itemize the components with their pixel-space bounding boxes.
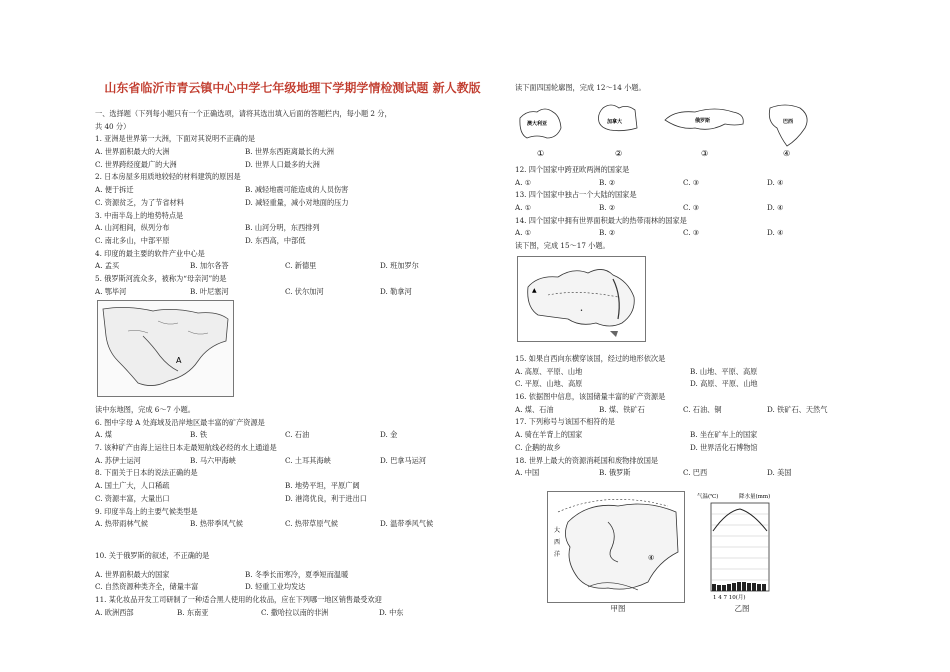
q2-opt-b: B. 减轻地震可能造成的人员伤害 bbox=[245, 185, 349, 195]
q18-opt-b: B. 俄罗斯 bbox=[599, 468, 631, 478]
question-14: 14. 四个国家中拥有世界面积最大的热带雨林的国家是 bbox=[515, 215, 687, 225]
q16-opt-c: C. 石油、铜 bbox=[683, 404, 722, 414]
q13-opt-d: D. ④ bbox=[767, 203, 784, 213]
question-11: 11. 某化妆品开发工司研制了一种适合黑人使用的化妆品，应在下列哪一地区销售最受欢迎 bbox=[95, 594, 382, 604]
q17-opt-a: A. 骑在羊背上的国家 bbox=[515, 430, 583, 440]
q13-opt-b: B. ② bbox=[599, 203, 616, 213]
q10-opt-b: B. 冬季长而寒冷，夏季短而温暖 bbox=[245, 569, 349, 579]
q7-opt-c: C. 土耳其海峡 bbox=[285, 455, 331, 465]
q12-opt-c: C. ③ bbox=[683, 177, 700, 187]
q5-opt-c: C. 伏尔加河 bbox=[285, 286, 324, 296]
q15-opt-b: B. 山地、平原、高原 bbox=[690, 366, 758, 376]
question-8: 8. 下面关于日本的说法正确的是 bbox=[95, 468, 198, 478]
outline-num-3: ③ bbox=[701, 149, 709, 158]
outline-num-2: ② bbox=[615, 149, 623, 158]
q4-opt-b: B. 加尔各答 bbox=[190, 261, 229, 271]
climate-chart-drawing bbox=[697, 491, 782, 601]
q9-opt-d: D. 温带季风气候 bbox=[380, 519, 434, 529]
q18-opt-d: D. 美国 bbox=[767, 468, 792, 478]
q6-opt-b: B. 铁 bbox=[190, 430, 208, 440]
q13-opt-a: A. ① bbox=[515, 203, 532, 213]
q2-opt-d: D. 减轻重量，减小对地面的压力 bbox=[245, 197, 349, 207]
q11-opt-c: C. 撒哈拉以南的非洲 bbox=[261, 607, 329, 617]
q13-opt-c: C. ③ bbox=[683, 203, 700, 213]
europe-map bbox=[547, 491, 685, 603]
q2-opt-c: C. 资源贫乏，为了节省材料 bbox=[95, 197, 184, 207]
australia-map bbox=[517, 256, 646, 342]
country-outlines bbox=[515, 98, 815, 160]
section-intro-2: 共 40 分） bbox=[95, 121, 131, 131]
question-17: 17. 下列称号与该国不相符的是 bbox=[515, 417, 615, 427]
question-3: 3. 中南半岛上的地势特点是 bbox=[95, 210, 184, 220]
q5-opt-b: B. 叶尼塞河 bbox=[190, 286, 229, 296]
q7-opt-d: D. 巴拿马运河 bbox=[380, 455, 427, 465]
europe-side-mark-2: 西 bbox=[554, 539, 561, 546]
q6-opt-d: D. 金 bbox=[380, 430, 398, 440]
question-4: 4. 印度的最主要的软件产业中心是 bbox=[95, 248, 205, 258]
q9-opt-c: C. 热带草原气候 bbox=[285, 519, 338, 529]
climate-axis-right-label: 降水量(mm) bbox=[739, 494, 771, 500]
question-2: 2. 日本房屋多用质地较轻的材料建筑的原因是 bbox=[95, 172, 241, 182]
climate-chart bbox=[697, 491, 782, 601]
section-intro-1: 一、选择题（下列每小题只有一个正确选项，请将其选出填入后面的答题栏内，每小题 2 分， bbox=[95, 109, 392, 118]
middle-east-map bbox=[97, 300, 234, 397]
question-9: 9. 印度半岛上的主要气候类型是 bbox=[95, 506, 198, 516]
right-column-top bbox=[515, 82, 646, 95]
q1-opt-d: D. 世界人口最多的大洲 bbox=[245, 159, 320, 169]
question-1: 1. 亚洲是世界第一大洲，下面对其说明不正确的是 bbox=[95, 134, 256, 144]
q14-opt-b: B. ② bbox=[599, 228, 616, 238]
q16-opt-d: D. 铁矿石、天然气 bbox=[767, 404, 828, 414]
q7-opt-b: B. 马六甲海峡 bbox=[190, 455, 236, 465]
q8-opt-d: D. 港湾优良，利于进出口 bbox=[285, 493, 367, 503]
q5-opt-a: A. 鄂毕河 bbox=[95, 286, 127, 296]
europe-map-drawing bbox=[548, 492, 684, 602]
question-7: 7. 该种矿产由海上运往日本走最短航线必经的水上通道是 bbox=[95, 443, 277, 453]
europe-side-mark-3: 洋 bbox=[554, 551, 561, 558]
q8-opt-a: A. 国土广大，人口稀疏 bbox=[95, 481, 170, 491]
question-6: 6. 图中字母 A 处海域及沿岸地区最丰富的矿产资源是 bbox=[95, 417, 265, 427]
q16-opt-b: B. 煤、铁矿石 bbox=[599, 404, 645, 414]
q14-opt-a: A. ① bbox=[515, 228, 532, 238]
q14-opt-d: D. ④ bbox=[767, 228, 784, 238]
q18-opt-a: A. 中国 bbox=[515, 468, 540, 478]
q8-opt-b: B. 地势平坦，平原广阔 bbox=[285, 481, 360, 491]
question-13: 13. 四个国家中独占一个大陆的国家是 bbox=[515, 190, 637, 200]
read-australia: 读下图，完成 15～17 小题。 bbox=[515, 241, 610, 251]
q6-opt-c: C. 石油 bbox=[285, 430, 310, 440]
europe-side-mark-1: 大 bbox=[554, 527, 561, 534]
q15-opt-a: A. 高原、平原、山地 bbox=[515, 366, 583, 376]
q18-opt-c: C. 巴西 bbox=[683, 468, 708, 478]
q11-opt-d: D. 中东 bbox=[379, 607, 404, 617]
q10-opt-a: A. 世界面积最大的国家 bbox=[95, 569, 170, 579]
au-triangle-mark: ▲ bbox=[532, 287, 537, 294]
right-column-lower bbox=[515, 353, 865, 480]
europe-circle-4: ④ bbox=[648, 554, 655, 562]
q17-opt-d: D. 世界活化石博物馆 bbox=[690, 442, 758, 452]
label-australia: 澳大利亚 bbox=[527, 121, 548, 127]
q16-opt-a: A. 煤、石油 bbox=[515, 404, 554, 414]
q15-opt-c: C. 平原、山地、高原 bbox=[515, 379, 583, 389]
q6-opt-a: A. 煤 bbox=[95, 430, 112, 440]
q8-opt-c: C. 资源丰富，大量出口 bbox=[95, 493, 170, 503]
q10-opt-c: C. 自然资源种类齐全，储量丰富 bbox=[95, 582, 199, 592]
au-dot-mark: • bbox=[580, 308, 583, 314]
q3-opt-c: C. 南北多山，中部平原 bbox=[95, 235, 170, 245]
question-5: 5. 俄罗斯河流众多，被称为“母亲河”的是 bbox=[95, 273, 227, 283]
outline-num-4: ④ bbox=[783, 149, 791, 158]
q17-opt-b: B. 坐在矿车上的国家 bbox=[690, 430, 758, 440]
climate-axis-left-label: 气温(℃) bbox=[697, 494, 719, 500]
q17-opt-c: C. 企鹅的故乡 bbox=[515, 442, 561, 452]
q9-opt-a: A. 热带雨林气候 bbox=[95, 519, 148, 529]
q1-opt-b: B. 世界东西距离最长的大洲 bbox=[245, 147, 334, 157]
q12-opt-a: A. ① bbox=[515, 177, 532, 187]
q11-opt-b: B. 东南亚 bbox=[177, 607, 209, 617]
q10-opt-d: D. 轻重工业均发达 bbox=[245, 582, 306, 592]
q12-opt-d: D. ④ bbox=[767, 177, 784, 187]
read-outline: 读下面四国轮廓图，完成 12～14 小题。 bbox=[515, 83, 646, 92]
q14-opt-c: C. ③ bbox=[683, 228, 700, 238]
outline-russia bbox=[665, 109, 743, 129]
label-canada: 加拿大 bbox=[607, 119, 623, 125]
q2-opt-a: A. 便于拆迁 bbox=[95, 185, 134, 195]
question-15: 15. 如果自西向东横穿该国，经过的地形依次是 bbox=[515, 354, 666, 363]
q4-opt-d: D. 班加罗尔 bbox=[380, 261, 419, 271]
left-column-lower bbox=[95, 404, 475, 619]
outline-canada bbox=[599, 105, 638, 131]
q11-opt-a: A. 欧洲西部 bbox=[95, 607, 134, 617]
caption-fig-a: 甲图 bbox=[610, 604, 626, 613]
page-title: 山东省临沂市青云镇中心中学七年级地理下学期学情检测试题 新人教版 bbox=[104, 81, 481, 95]
q5-opt-d: D. 勒拿河 bbox=[380, 286, 412, 296]
q9-opt-b: B. 热带季风气候 bbox=[190, 519, 243, 529]
climate-month-axis: 1 4 7 10(月) bbox=[713, 595, 746, 601]
q7-opt-a: A. 苏伊士运河 bbox=[95, 455, 141, 465]
caption-fig-b: 乙图 bbox=[734, 604, 750, 613]
australia-map-drawing bbox=[518, 257, 645, 341]
question-16: 16. 依据图中信息，该国储量丰富的矿产资源是 bbox=[515, 392, 666, 402]
q1-opt-c: C. 世界跨经度最广的大洲 bbox=[95, 159, 177, 169]
q4-opt-a: A. 孟买 bbox=[95, 261, 120, 271]
q1-opt-a: A. 世界面积最大的大洲 bbox=[95, 147, 170, 157]
label-russia: 俄罗斯 bbox=[695, 118, 711, 124]
q3-opt-d: D. 东西高，中部低 bbox=[245, 235, 306, 245]
label-brazil: 巴西 bbox=[783, 119, 794, 125]
right-column-mid bbox=[515, 164, 851, 253]
q3-opt-b: B. 山河分明，东西排列 bbox=[245, 223, 320, 233]
q15-opt-d: D. 高原、平原、山地 bbox=[690, 379, 758, 389]
question-12: 12. 四个国家中跨亚欧两洲的国家是 bbox=[515, 165, 630, 174]
map-letter-a: A bbox=[176, 356, 182, 365]
q4-opt-c: C. 新德里 bbox=[285, 261, 317, 271]
question-10: 10. 关于俄罗斯的叙述，不正确的是 bbox=[95, 550, 210, 560]
q12-opt-b: B. ② bbox=[599, 177, 616, 187]
outline-australia bbox=[520, 109, 561, 138]
middle-east-map-drawing bbox=[98, 301, 233, 396]
question-18: 18. 世界上最大的资源消耗国和废物排放国是 bbox=[515, 455, 659, 465]
read-middle-east: 读中东地图，完成 6～7 小题。 bbox=[95, 405, 195, 414]
left-column bbox=[95, 108, 475, 298]
outline-brazil bbox=[769, 105, 807, 146]
q3-opt-a: A. 山河相间，纵列分布 bbox=[95, 223, 170, 233]
outline-num-1: ① bbox=[537, 149, 545, 158]
